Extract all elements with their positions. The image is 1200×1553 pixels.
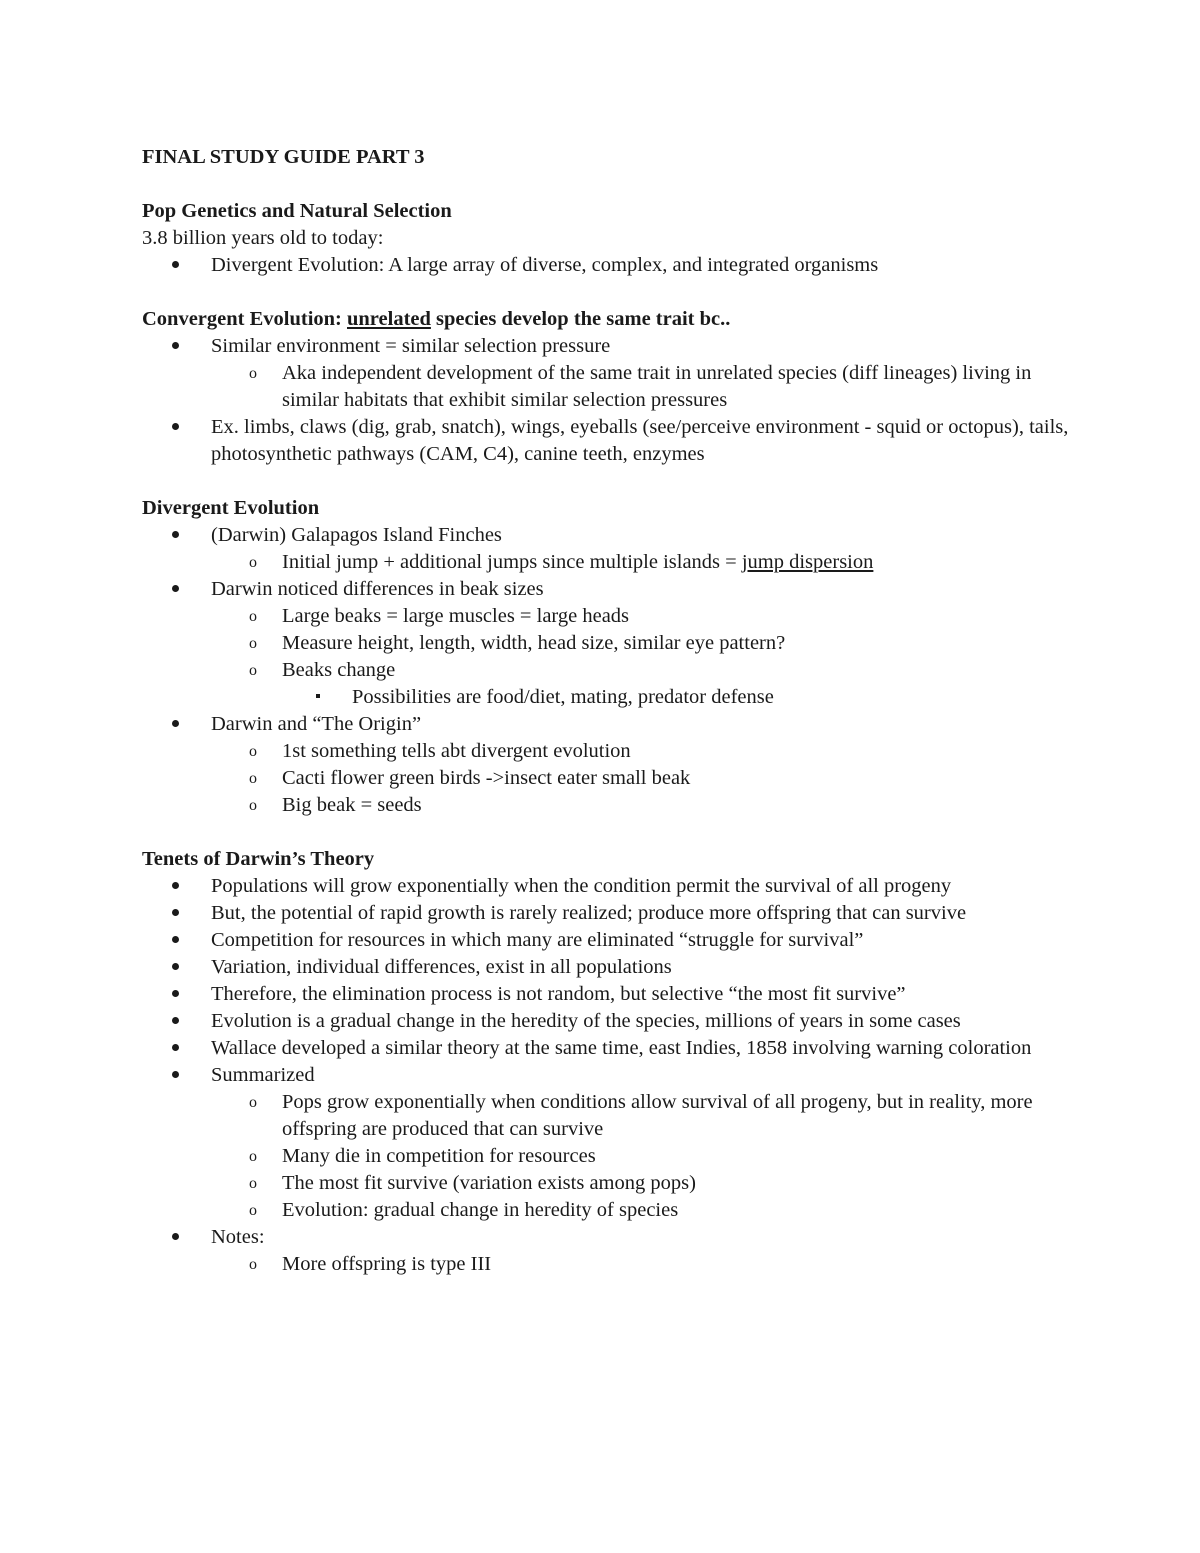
list-item-text: Competition for resources in which many are eliminated “struggle for survival” [211, 929, 864, 951]
spacer [142, 819, 1072, 846]
bullet-icon [172, 1035, 179, 1062]
list-item-text: Large beaks = large muscles = large heads [282, 605, 630, 627]
bullet-list [142, 522, 1072, 819]
list-item-text: Measure height, length, width, head size, similar eye pattern? [282, 632, 786, 654]
list-item [142, 1035, 1072, 1062]
circle-bullet-icon: o [249, 662, 257, 679]
list-item-text: Many die in competition for resources [282, 1145, 596, 1167]
list-item-text: Populations will grow exponentially when the condition permit the survival of all progeny [211, 875, 952, 897]
list-item-text: Possibilities are food/diet, mating, predator defense [352, 686, 774, 708]
bullet-icon [172, 414, 179, 441]
list-item-text: Big beak = seeds [282, 794, 422, 816]
sub-list-item [142, 738, 1072, 765]
circle-bullet-icon: o [249, 635, 257, 652]
list-item-text: Summarized [211, 1064, 315, 1086]
circle-bullet-icon: o [249, 1175, 257, 1192]
bullet-icon [172, 252, 179, 279]
sub-sub-list-item [142, 684, 1072, 711]
list-item-text: Therefore, the elimination process is not random, but selective “the most fit survive” [211, 983, 906, 1005]
bullet-icon [172, 900, 179, 927]
list-item [142, 927, 1072, 954]
list-item-text: Darwin and “The Origin” [211, 713, 422, 735]
bullet-list [142, 252, 1072, 279]
bullet-icon [172, 954, 179, 981]
list-item-text: 1st something tells abt divergent evolution [282, 740, 631, 762]
list-item [142, 711, 1072, 738]
list-item-text: The most fit survive (variation exists among pops) [282, 1172, 696, 1194]
list-item [142, 1224, 1072, 1251]
spacer [142, 171, 1072, 198]
sub-list-item [142, 603, 1072, 630]
sub-list-item [142, 630, 1072, 657]
page-title: FINAL STUDY GUIDE PART 3 [142, 146, 425, 168]
list-item [142, 576, 1072, 603]
list-item-text: More offspring is type III [282, 1253, 492, 1275]
sub-list-item [142, 1143, 1072, 1170]
sub-list-item [142, 765, 1072, 792]
sub-list-item [142, 1197, 1072, 1224]
bullet-icon [172, 1062, 179, 1089]
list-item-text: Beaks change [282, 659, 396, 681]
list-item-text: Initial jump + additional jumps since multiple islands = [282, 551, 742, 573]
list-item-text: Variation, individual differences, exist in all populations [211, 956, 672, 978]
circle-bullet-icon: o [249, 554, 257, 571]
list-item-text: Evolution is a gradual change in the heredity of the species, millions of years in some cases [211, 1010, 961, 1032]
list-item-text: Aka independent development of the same trait in unrelated species (diff lineages) living in similar habitats that exhibit similar selection pressures [282, 362, 1032, 411]
circle-bullet-icon: o [249, 770, 257, 787]
bullet-icon [172, 1008, 179, 1035]
list-item-text: Wallace developed a similar theory at the same time, east Indies, 1858 involving warning coloration [211, 1037, 1032, 1059]
list-item [142, 1008, 1072, 1035]
heading-underlined-text: unrelated [347, 308, 431, 330]
heading-text: Convergent Evolution: [142, 308, 347, 330]
section-heading-divergent-evolution: Divergent Evolution [142, 497, 320, 519]
list-item [142, 333, 1072, 360]
document-body [142, 144, 1072, 1278]
sub-list-item [142, 360, 1072, 414]
bullet-icon [172, 522, 179, 549]
bullet-list [142, 333, 1072, 468]
circle-bullet-icon: o [249, 1148, 257, 1165]
sub-list-item [142, 1251, 1072, 1278]
bullet-list [142, 873, 1072, 1278]
list-item-text: Notes: [211, 1226, 265, 1248]
list-item [142, 873, 1072, 900]
spacer [142, 279, 1072, 306]
list-item-text: Pops grow exponentially when conditions allow survival of all progeny, but in reality, more offspring are produced that can survive [282, 1091, 1033, 1140]
section-heading-pop-genetics: Pop Genetics and Natural Selection [142, 200, 452, 222]
list-item-underlined-text: jump dispersion [741, 551, 874, 573]
list-item [142, 252, 1072, 279]
list-item [142, 954, 1072, 981]
circle-bullet-icon: o [249, 608, 257, 625]
bullet-icon [172, 576, 179, 603]
sub-list-item [142, 1089, 1072, 1143]
list-item-text: Ex. limbs, claws (dig, grab, snatch), wings, eyeballs (see/perceive environment - squid or octopus), tails, photosynthetic pathways (CAM, C4), canine teeth, enzymes [211, 416, 1069, 465]
circle-bullet-icon: o [249, 1256, 257, 1273]
sub-list-item [142, 792, 1072, 819]
sub-list-item [142, 1170, 1072, 1197]
bullet-icon [172, 873, 179, 900]
spacer [142, 468, 1072, 495]
sub-list-item [142, 657, 1072, 684]
bullet-icon [172, 1224, 179, 1251]
list-item [142, 414, 1072, 468]
list-item [142, 900, 1072, 927]
circle-bullet-icon: o [249, 797, 257, 814]
list-item-text: Darwin noticed differences in beak sizes [211, 578, 544, 600]
list-item-text: Evolution: gradual change in heredity of species [282, 1199, 679, 1221]
list-item [142, 981, 1072, 1008]
bullet-icon [172, 333, 179, 360]
list-item-text: Similar environment = similar selection pressure [211, 335, 611, 357]
circle-bullet-icon: o [249, 743, 257, 760]
section-heading-convergent-evolution [142, 306, 1072, 333]
bullet-icon [172, 927, 179, 954]
list-item [142, 1062, 1072, 1089]
list-item-text: Cacti flower green birds ->insect eater small beak [282, 767, 691, 789]
list-item-text: Divergent Evolution: A large array of diverse, complex, and integrated organisms [211, 254, 879, 276]
sub-list-item [142, 549, 1072, 576]
square-bullet-icon [316, 684, 320, 711]
bullet-icon [172, 981, 179, 1008]
section-heading-tenets: Tenets of Darwin’s Theory [142, 848, 375, 870]
circle-bullet-icon: o [249, 1202, 257, 1219]
circle-bullet-icon: o [249, 365, 257, 382]
section-intro-text: 3.8 billion years old to today: [142, 227, 384, 249]
bullet-icon [172, 711, 179, 738]
list-item [142, 522, 1072, 549]
heading-text: species develop the same trait bc.. [430, 308, 731, 330]
list-item-text: (Darwin) Galapagos Island Finches [211, 524, 502, 546]
circle-bullet-icon: o [249, 1094, 257, 1111]
list-item-text: But, the potential of rapid growth is rarely realized; produce more offspring that can survive [211, 902, 967, 924]
